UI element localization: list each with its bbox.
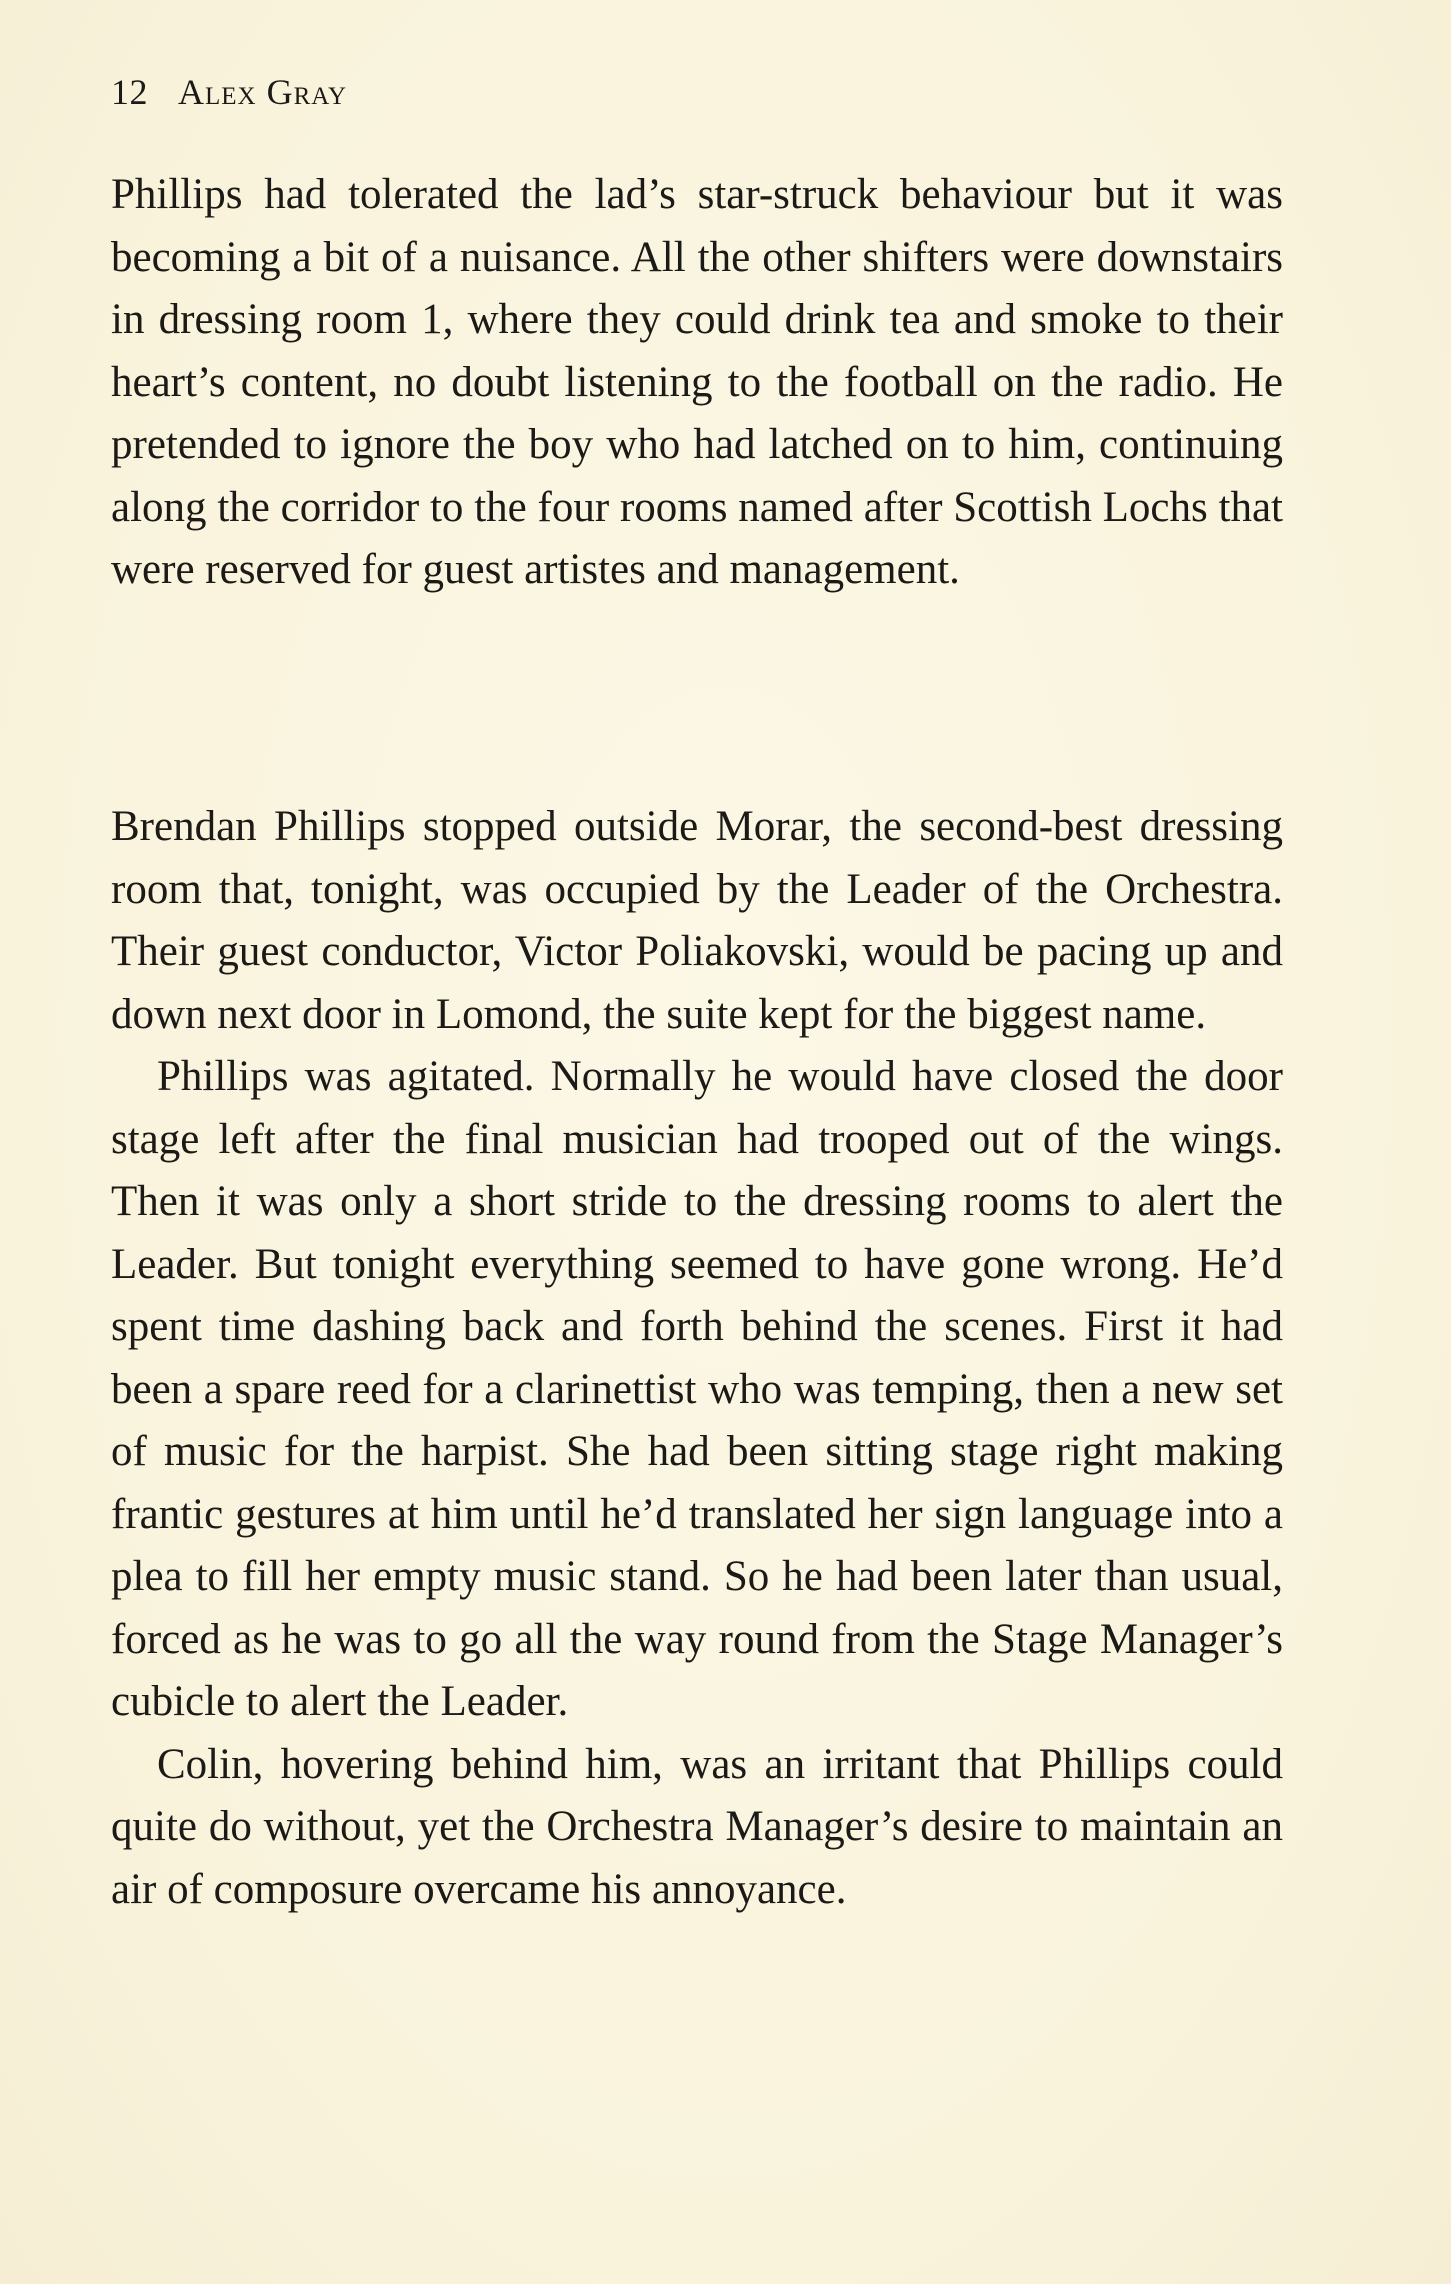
page-number: 12 — [111, 72, 148, 112]
paragraph: Brendan Phillips stopped outside Morar, the second-best dressing room that, tonight, was occupied by the Leader of the Orchestra. Their guest conductor, Victor Poliakovski, would be pacing up and down next door in Lomond, the suite kept for the biggest name. — [111, 803, 1283, 1038]
text-block-top — [111, 164, 1283, 602]
running-head — [111, 66, 347, 118]
author-name: Alex Gray — [178, 72, 348, 112]
paragraph: Phillips had tolerated the lad’s star-struck behaviour but it was becoming a bit of a nuisance. All the other shifters were downstairs in dressing room 1, where they could drink tea and smoke to their heart’s content, no doubt listening to the football on the radio. He pretended to ignore the boy who had latched on to him, continuing along the corridor to the four rooms named after Scottish Lochs that were reserved for guest artistes and management. — [111, 171, 1283, 593]
paragraph: Phillips was agitated. Normally he would have closed the door stage left after the final musician had trooped out of the wings. Then it was only a short stride to the dressing rooms to alert the Leader. But tonight everything seemed to have gone wrong. He’d spent time dashing back and forth behind the scenes. First it had been a spare reed for a clarinettist who was temping, then a new set of music for the harpist. She had been sitting stage right making frantic gestures at him until he’d translated her sign language into a plea to fill her empty music stand. So he had been later than usual, forced as he was to go all the way round from the Stage Manager’s cubicle to alert the Leader. — [111, 1053, 1283, 1725]
paragraph: Colin, hovering behind him, was an irritant that Phillips could quite do without, yet the Orchestra Manager’s desire to maintain an air of composure overcame his annoyance. — [111, 1740, 1283, 1913]
text-block-scene-break — [111, 796, 1283, 1921]
